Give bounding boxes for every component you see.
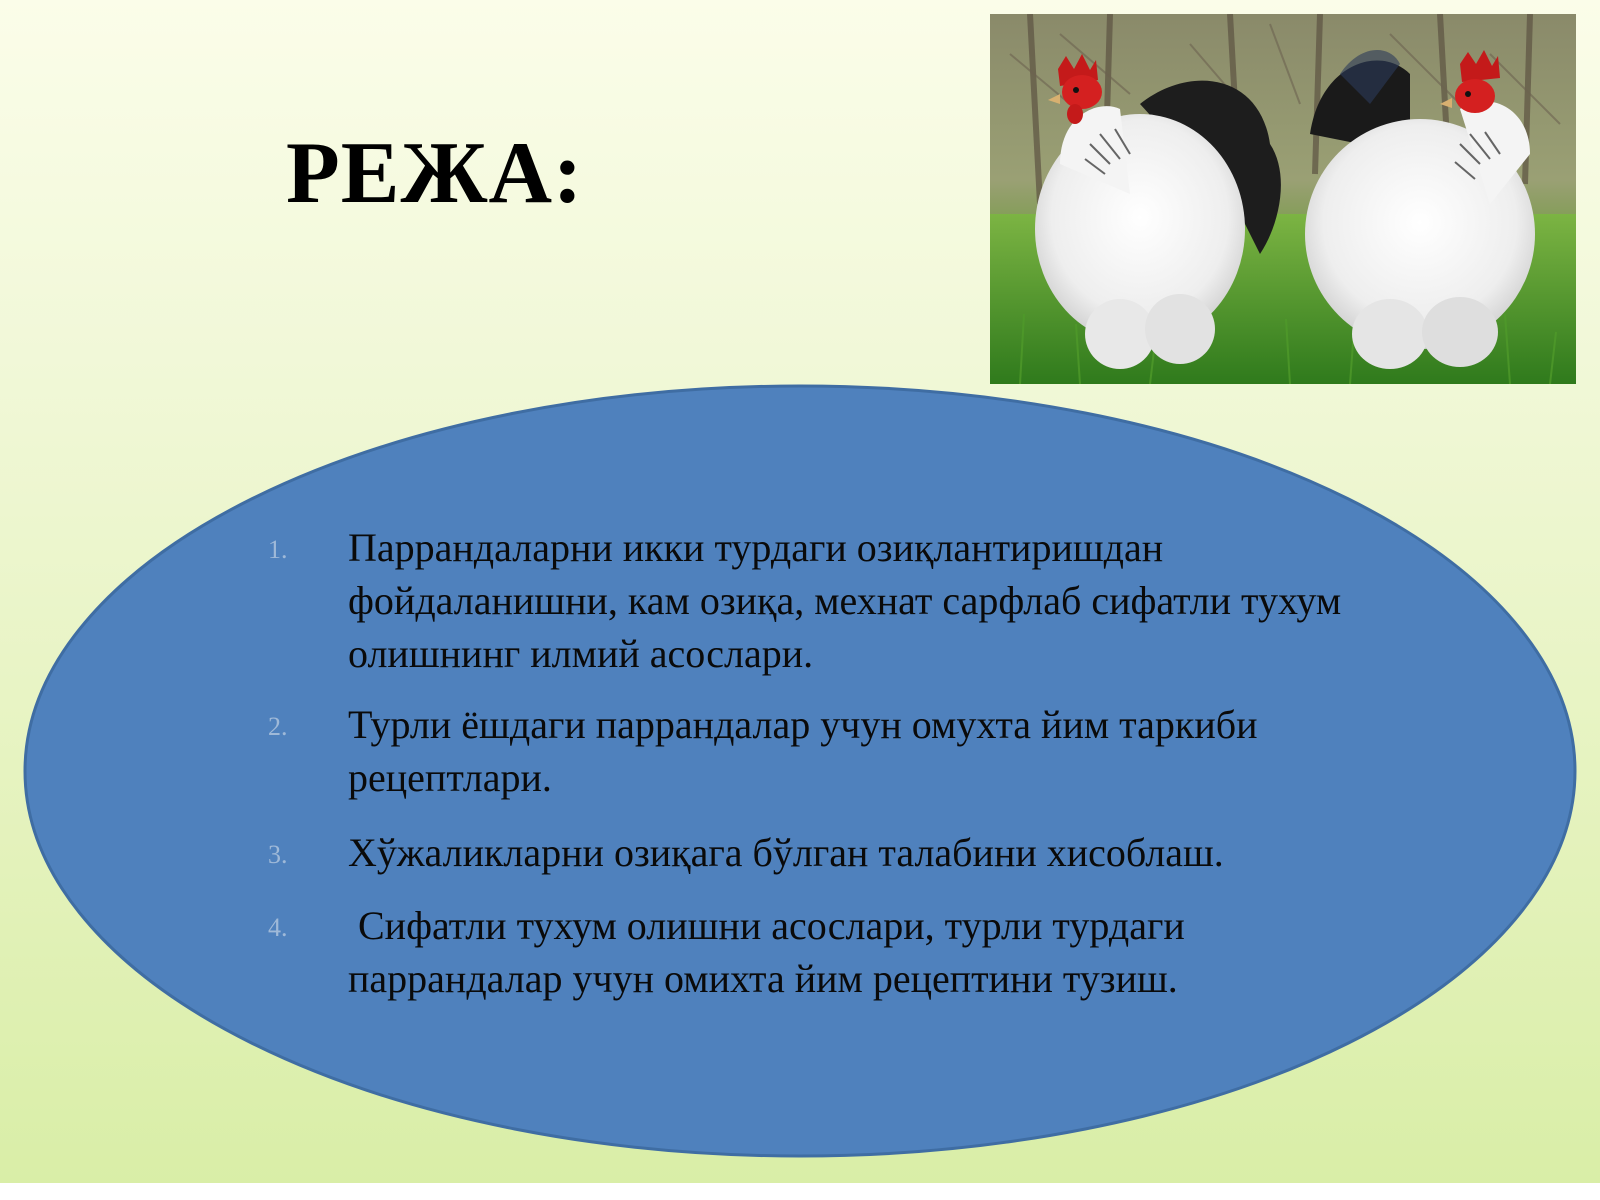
plan-item-number: 4.: [268, 913, 288, 942]
plan-item-number: 2.: [268, 712, 288, 741]
slide-title: РЕЖА:: [286, 125, 584, 222]
plan-item-number: 1.: [268, 535, 288, 564]
plan-list: [22, 383, 1578, 1160]
plan-oval: [22, 383, 1578, 1160]
roosters-photo: [990, 14, 1576, 384]
bottom-strip: [0, 1183, 1600, 1200]
plan-item-text: Сифатли тухум олишни асослари, турли турдаги паррандалар учун омихта йим рецептини тузиш.: [348, 903, 1195, 1001]
plan-item-number: 3.: [268, 840, 288, 869]
plan-item-text: Турли ёшдаги паррандалар учун омухта йим таркиби рецептлари.: [348, 702, 1268, 800]
plan-item-text: Паррандаларни икки турдаги озиқлантиришдан фойдаланишни, кам озиқа, мехнат сарфлаб сифатли тухум олишнинг илмий асослари.: [348, 525, 1352, 676]
plan-item-text: Хўжаликларни озиқага бўлган талабини хисоблаш.: [348, 830, 1224, 875]
